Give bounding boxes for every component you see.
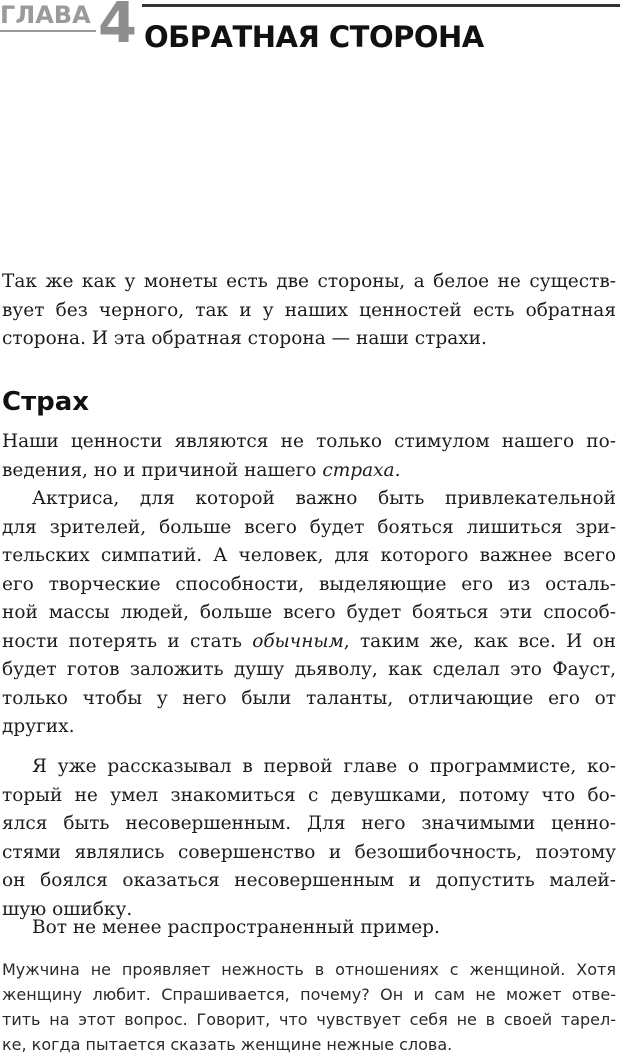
text-run: ности потерять и стать xyxy=(2,630,253,652)
paragraph-line: для зрителей, больше всего будет бояться лишиться зри- xyxy=(2,516,616,538)
intro-paragraph xyxy=(2,268,616,354)
example-line: Мужчина не проявляет нежность в отношениях с женщиной. Хотя xyxy=(2,960,616,979)
chapter-number: 4 xyxy=(98,0,137,56)
paragraph-line: Вот не менее распространенный пример. xyxy=(32,917,440,938)
example-line: ке, когда пытается сказать женщине нежные слова. xyxy=(2,1035,453,1054)
paragraph-line: только чтобы у него были таланты, отличающие его от xyxy=(2,687,616,709)
example-block xyxy=(2,957,616,1057)
chapter-label: ГЛАВА xyxy=(0,1,91,29)
text-run: , таким же, как все. И он xyxy=(343,630,616,652)
paragraph-line: стями являлись совершенство и безошибочность, поэтому xyxy=(2,841,616,863)
paragraph-line: ялся быть несовершенным. Для него значимыми ценно- xyxy=(2,813,616,834)
paragraph-line xyxy=(2,628,616,657)
paragraph-line: тельских симпатий. А человек, для которого важнее всего xyxy=(2,545,616,566)
paragraph-line: других. xyxy=(2,716,75,737)
emphasis-text: страха xyxy=(322,459,395,481)
intro-line: Так же как у монеты есть две стороны, а белое не существ- xyxy=(2,271,616,292)
paragraph-example-intro xyxy=(2,914,616,943)
section-heading: Страх xyxy=(2,387,90,417)
paragraph-line: шую ошибку. xyxy=(2,898,133,920)
text-run: . xyxy=(394,459,401,481)
paragraph-line: ной массы людей, больше всего будет бояться эти способ- xyxy=(2,602,616,623)
paragraph-line: Я уже рассказывал в первой главе о программисте, ко- xyxy=(32,756,616,777)
paragraph-line: торый не умел знакомиться с девушками, потому что бо- xyxy=(2,784,616,806)
example-line: женщину любит. Спрашивается, почему? Он и сам не может отве- xyxy=(2,985,616,1004)
intro-line: сторона. И эта обратная сторона — наши страхи. xyxy=(2,328,487,349)
intro-line: вует без черного, так и у наших ценностей есть обратная xyxy=(2,299,616,321)
example-line: тить на этот вопрос. Говорит, что чувствует себя не в своей тарел- xyxy=(2,1010,616,1029)
paragraph-line xyxy=(2,457,616,486)
paragraph-values xyxy=(2,428,616,485)
chapter-title: ОБРАТНАЯ СТОРОНА xyxy=(144,20,484,54)
paragraph-line: его творческие способности, выделяющие его из осталь- xyxy=(2,573,616,595)
text-run: ведения, но и причиной нашего xyxy=(2,459,323,481)
chapter-label-underline xyxy=(0,30,96,32)
paragraph-line: он боялся оказаться несовершенным и допустить малей- xyxy=(2,870,616,891)
paragraph-line: Наши ценности являются не только стимулом нашего по- xyxy=(2,431,616,452)
header-top-rule xyxy=(142,4,620,7)
paragraph-actress xyxy=(2,485,616,742)
paragraph-line: будет готов заложить душу дьяволу, как сделал это Фауст, xyxy=(2,659,616,680)
chapter-header xyxy=(0,0,620,60)
paragraph-programmer xyxy=(2,753,616,924)
emphasis-text: обычным xyxy=(252,630,344,652)
paragraph-line: Актриса, для которой важно быть привлекательной xyxy=(32,488,616,509)
